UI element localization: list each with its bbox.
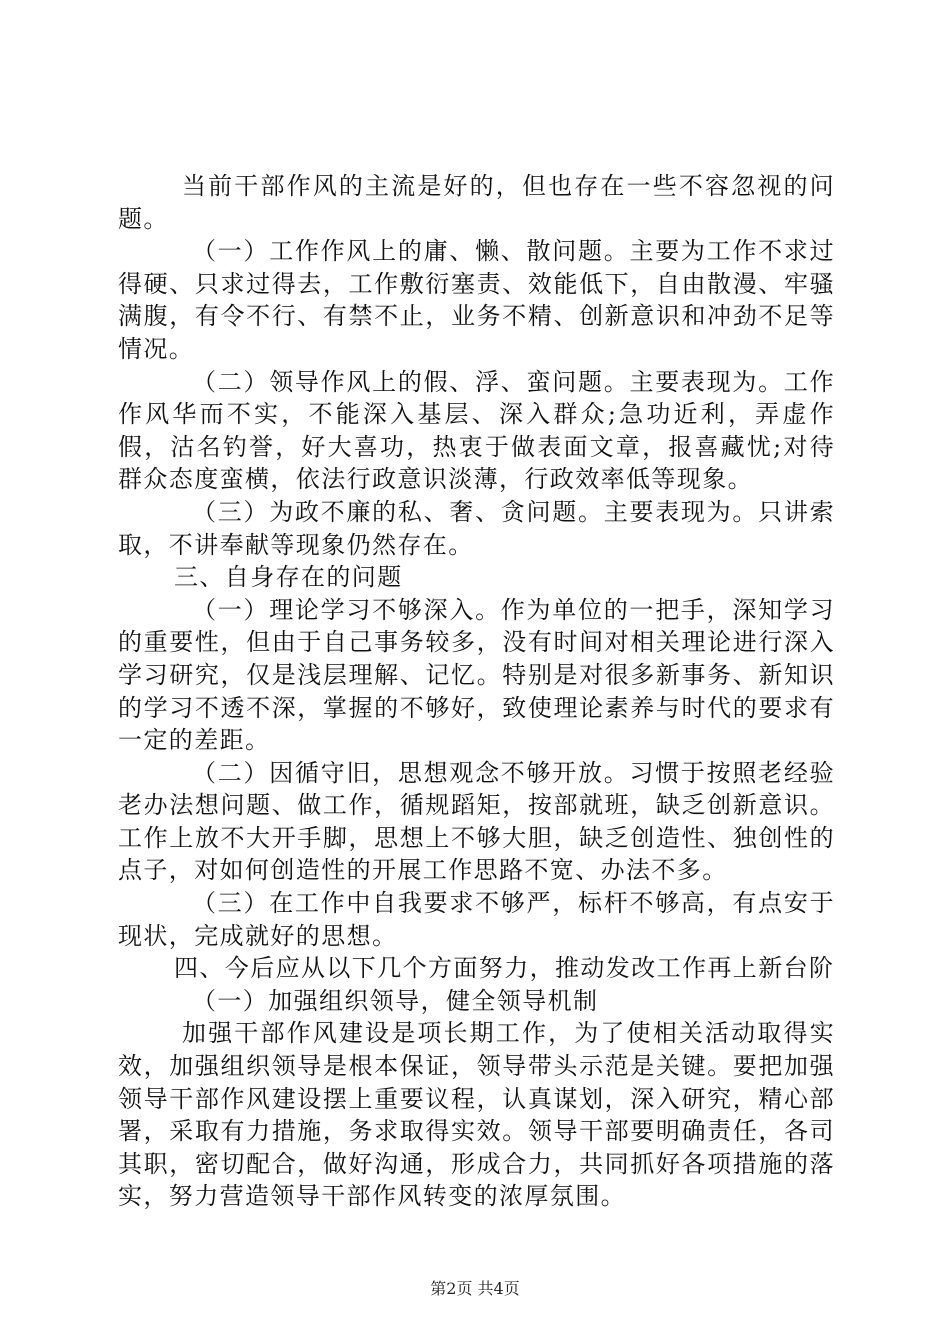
paragraph-self-2: （二）因循守旧，思想观念不够开放。习惯于按照老经验老办法想问题、做工作，循规蹈矩，按部就班，缺乏创新意识。工作上放不大开手脚，思想上不够大胆，缺乏创造性、独创性的点子，对如何创造性的开展工作思路不宽、办法不多。 bbox=[118, 758, 835, 885]
page-number: 第2页 共4页 bbox=[430, 1279, 520, 1298]
paragraph-intro: 当前干部作风的主流是好的，但也存在一些不容忽视的问题。 bbox=[118, 172, 835, 233]
paragraph-issue-2: （二）领导作风上的假、浮、蛮问题。主要表现为。工作作风华而不实，不能深入基层、深入群众;急功近利，弄虚作假，沽名钓誉，好大喜功，热衷于做表面文章，报喜藏忧;对待群众态度蛮横，依法行政意识淡薄，行政效率低等现象。 bbox=[118, 367, 835, 494]
document-body bbox=[118, 170, 835, 1213]
paragraph-measure-1: 加强干部作风建设是项长期工作，为了使相关活动取得实效，加强组织领导是根本保证，领导带头示范是关键。要把加强领导干部作风建设摆上重要议程，认真谋划，深入研究，精心部署，采取有力措施，务求取得实效。领导干部要明确责任，各司其职，密切配合，做好沟通，形成合力，共同抓好各项措施的落实，努力营造领导干部作风转变的浓厚氛围。 bbox=[118, 1019, 835, 1211]
paragraph-issue-3: （三）为政不廉的私、奢、贪问题。主要表现为。只讲索取，不讲奉献等现象仍然存在。 bbox=[118, 497, 835, 559]
paragraph-self-1: （一）理论学习不够深入。作为单位的一把手，深知学习的重要性，但由于自己事务较多，没有时间对相关理论进行深入学习研究，仅是浅层理解、记忆。特别是对很多新事务、新知识的学习不透不深，掌握的不够好，致使理论素养与时代的要求有一定的差距。 bbox=[118, 595, 835, 755]
section-heading-4: 四、今后应从以下几个方面努力，推动发改工作再上新台阶 bbox=[174, 954, 835, 983]
paragraph-self-3: （三）在工作中自我要求不够严，标杆不够高，有点安于现状，完成就好的思想。 bbox=[118, 889, 835, 950]
subheading-4-1: （一）加强组织领导，健全领导机制 bbox=[192, 986, 599, 1015]
section-heading-3: 三、自身存在的问题 bbox=[174, 563, 403, 592]
paragraph-issue-1: （一）工作作风上的庸、懒、散问题。主要为工作不求过得硬、只求过得去，工作敷衍塞责、效能低下，自由散漫、牢骚满腹，有令不行、有禁不止，业务不精、创新意识和冲劲不足等情况。 bbox=[118, 237, 835, 363]
